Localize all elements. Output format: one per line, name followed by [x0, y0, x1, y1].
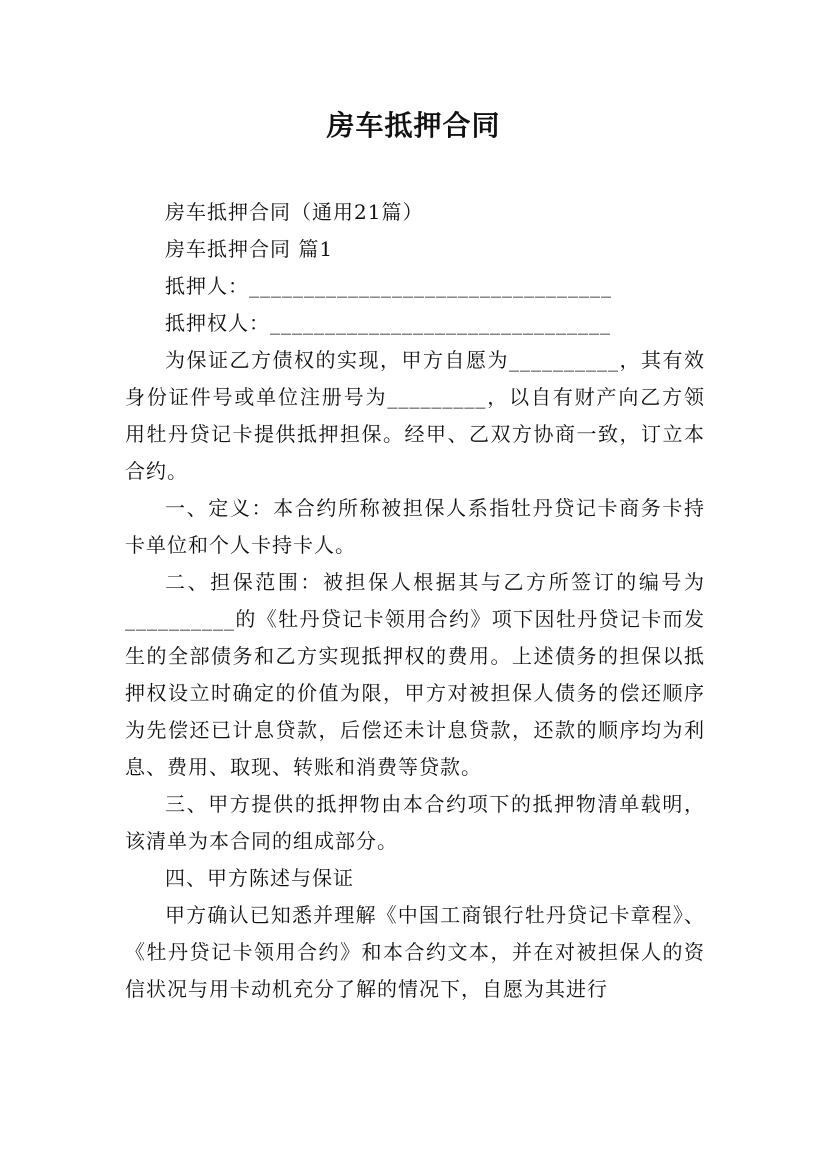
document-body [125, 194, 705, 1008]
mortgagee-field: 抵押权人：_______________________________ [165, 311, 611, 335]
paragraph: 二、担保范围：被担保人根据其与乙方所签订的编号为__________的《牡丹贷记卡领用合约》项下因牡丹贷记卡而发生的全部债务和乙方实现抵押权的费用。上述债务的担保以抵押权设立时确定的价值为限，甲方对被担保人债务的偿还顺序为先偿还已计息贷款，后偿还未计息贷款，还款的顺序均为利息、费用、取现、转账和消费等贷款。 [125, 570, 705, 779]
paragraph: 四、甲方陈述与保证 [165, 866, 354, 890]
paragraph: 一、定义：本合约所称被担保人系指牡丹贷记卡商务卡持卡单位和个人卡持卡人。 [125, 496, 705, 557]
subtitle-line: 房车抵押合同（通用21篇） [165, 200, 424, 224]
document-title: 房车抵押合同 [326, 109, 501, 142]
paragraph: 甲方确认已知悉并理解《中国工商银行牡丹贷记卡章程》、《牡丹贷记卡领用合约》和本合约文本，并在对被担保人的资信状况与用卡动机充分了解的情况下，自愿为其进行 [125, 903, 705, 1001]
paragraph: 为保证乙方债权的实现，甲方自愿为__________，其有效身份证件号或单位注册号为_________，以自有财产向乙方领用牡丹贷记卡提供抵押担保。经甲、乙双方协商一致，订立本合约。 [125, 348, 705, 483]
mortgagor-field: 抵押人：_________________________________ [165, 274, 612, 298]
section-heading: 房车抵押合同 篇1 [165, 237, 334, 261]
paragraph: 三、甲方提供的抵押物由本合约项下的抵押物清单载明，该清单为本合同的组成部分。 [125, 792, 705, 853]
